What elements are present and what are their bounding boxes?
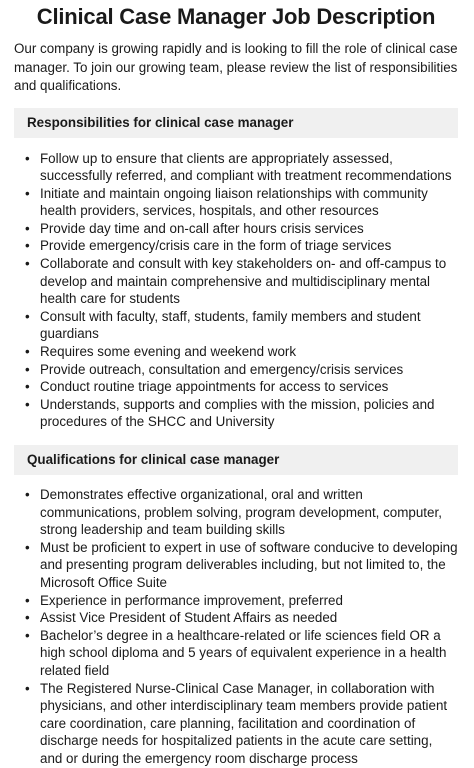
list-item <box>14 592 458 610</box>
list-item-text: Provide outreach, consultation and emergency/crisis services <box>40 361 404 377</box>
list-item <box>14 308 458 343</box>
bullet-icon: • <box>25 150 30 166</box>
list-item <box>14 343 458 361</box>
list-item <box>14 627 458 680</box>
list-item-text: Follow up to ensure that clients are appropriately assessed, successfully referred, and compliant with treatment recommendations <box>40 150 452 184</box>
list-item-text: Provide emergency/crisis care in the form of triage services <box>40 238 392 254</box>
list-item-text: Demonstrates effective organizational, oral and written communications, problem solving, program development, computer, strong leadership and team building skills <box>40 487 442 538</box>
bullet-icon: • <box>25 238 30 254</box>
list-item-text: Initiate and maintain ongoing liaison relationships with community health providers, services, hospitals, and other resources <box>40 185 428 219</box>
bullet-icon: • <box>25 680 30 696</box>
list-item-text: The Registered Nurse-Clinical Case Manager, in collaboration with physicians, and other interdisciplinary team members provide patient care coordination, care planning, facilitation and coordination of discharge needs for hospitalized patients in the acute care setting, and or during the emergency room discharge process <box>40 680 448 766</box>
list-item-text: Bachelor’s degree in a healthcare-related or life sciences field OR a high school diploma and 5 years of equivalent experience in a health related field <box>40 627 447 678</box>
list-item <box>14 609 458 627</box>
list-item-text: Provide day time and on-call after hours crisis services <box>40 220 364 236</box>
bullet-icon: • <box>25 487 30 502</box>
list-item-text: Must be proficient to expert in use of software conducive to developing and presenting program deliverables including, but not limited to, the Microsoft Office Suite <box>40 539 458 590</box>
list-item <box>14 150 458 185</box>
bullet-icon: • <box>25 185 30 201</box>
list-item <box>14 396 458 431</box>
page-title: Clinical Case Manager Job Description <box>36 4 436 29</box>
list-item-text: Experience in performance improvement, preferred <box>40 592 343 608</box>
list-item-text: Collaborate and consult with key stakeholders on- and off-campus to develop and maintain comprehensive and multidisciplinary mental health care for students <box>40 256 447 307</box>
list-item <box>14 255 458 308</box>
list-item-text: Conduct routine triage appointments for access to services <box>40 379 389 395</box>
bullet-icon: • <box>25 361 30 377</box>
list-item <box>14 680 458 768</box>
bullet-icon: • <box>25 396 30 412</box>
qualifications-list <box>14 486 458 768</box>
bullet-icon: • <box>25 220 30 236</box>
bullet-icon: • <box>25 592 30 608</box>
qualifications-heading: Qualifications for clinical case manager <box>14 445 458 475</box>
list-item <box>14 237 458 255</box>
intro-paragraph: Our company is growing rapidly and is looking to fill the role of clinical case manager. To join our growing team, please review the list of responsibilities and qualifications. <box>14 41 458 93</box>
bullet-icon: • <box>25 308 30 324</box>
responsibilities-heading: Responsibilities for clinical case manager <box>14 108 458 138</box>
list-item-text: Requires some evening and weekend work <box>40 344 297 360</box>
list-item <box>14 486 458 539</box>
list-item <box>14 220 458 238</box>
bullet-icon: • <box>25 256 30 272</box>
bullet-icon: • <box>25 379 30 395</box>
list-item-text: Understands, supports and complies with the mission, policies and procedures of the SHCC and University <box>40 396 435 430</box>
list-item <box>14 378 458 396</box>
bullet-icon: • <box>25 539 30 555</box>
list-item <box>14 185 458 220</box>
list-item <box>14 539 458 592</box>
bullet-icon: • <box>25 627 30 643</box>
list-item-text: Consult with faculty, staff, students, family members and student guardians <box>40 308 421 342</box>
job-description-page <box>0 2 474 768</box>
bullet-icon: • <box>25 610 30 626</box>
list-item <box>14 361 458 379</box>
list-item-text: Assist Vice President of Student Affairs as needed <box>40 610 338 626</box>
responsibilities-list <box>14 150 458 432</box>
bullet-icon: • <box>25 344 30 360</box>
